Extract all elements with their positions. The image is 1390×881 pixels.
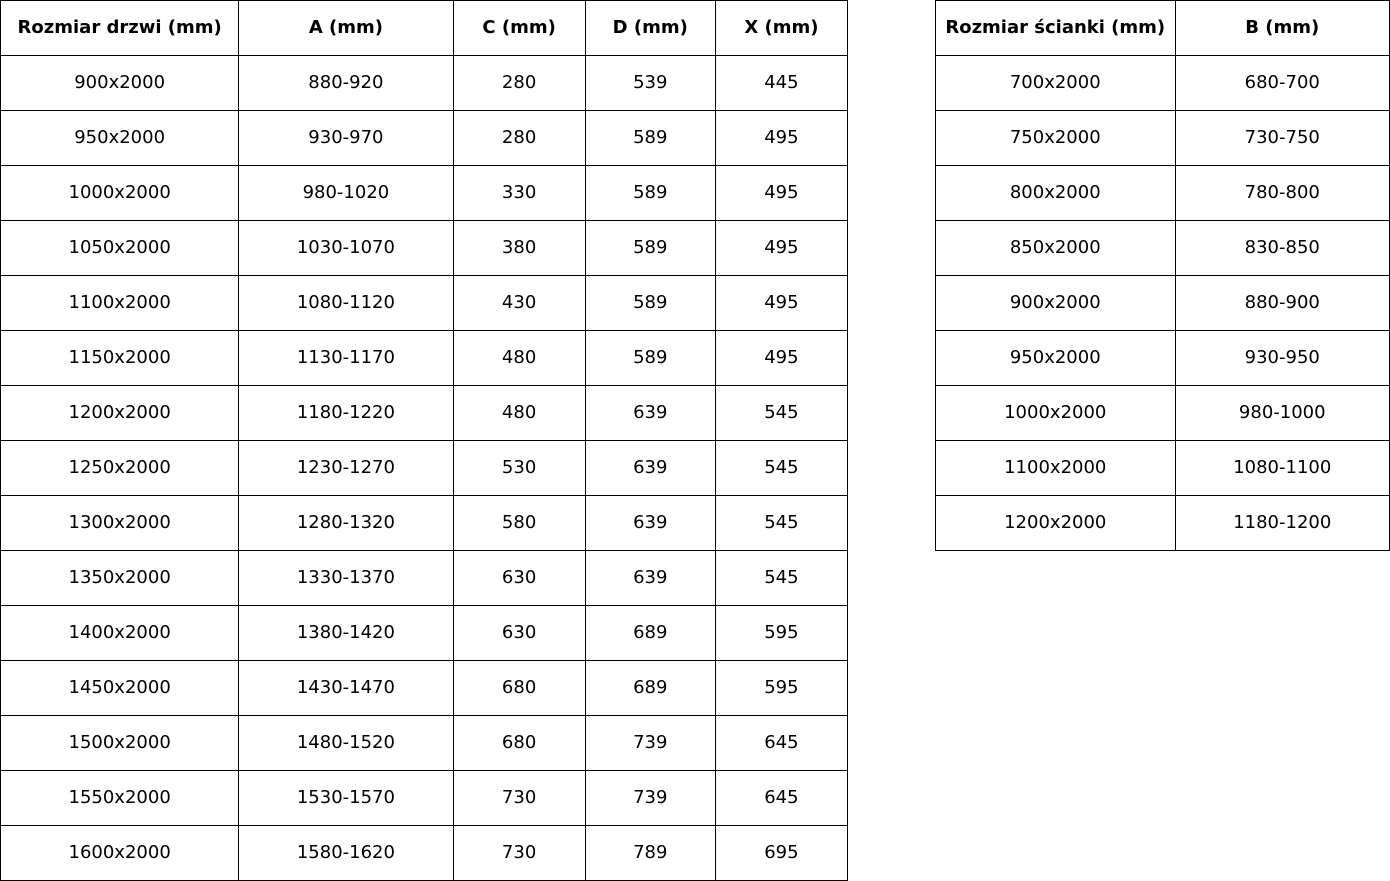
cell-a: 1330-1370 [239, 551, 453, 606]
table-row [1, 496, 848, 551]
cell-c: 480 [453, 331, 585, 386]
column-header-wall-size: Rozmiar ścianki (mm) [936, 1, 1176, 56]
table-row [1, 771, 848, 826]
cell-x: 645 [715, 716, 847, 771]
table-row [936, 166, 1390, 221]
cell-wall-size: 800x2000 [936, 166, 1176, 221]
cell-c: 330 [453, 166, 585, 221]
cell-wall-size: 950x2000 [936, 331, 1176, 386]
cell-door-size: 1400x2000 [1, 606, 239, 661]
cell-a: 1380-1420 [239, 606, 453, 661]
table-row [1, 331, 848, 386]
cell-d: 789 [585, 826, 715, 881]
cell-d: 539 [585, 56, 715, 111]
cell-d: 739 [585, 771, 715, 826]
doors-table-body [1, 56, 848, 881]
cell-door-size: 1100x2000 [1, 276, 239, 331]
cell-c: 580 [453, 496, 585, 551]
cell-d: 589 [585, 166, 715, 221]
wall-specification-table [935, 0, 1390, 551]
column-header-x: X (mm) [715, 1, 847, 56]
doors-table-header [1, 1, 848, 56]
cell-d: 639 [585, 551, 715, 606]
cell-c: 680 [453, 661, 585, 716]
cell-c: 430 [453, 276, 585, 331]
cell-door-size: 1200x2000 [1, 386, 239, 441]
cell-wall-size: 1000x2000 [936, 386, 1176, 441]
cell-a: 1080-1120 [239, 276, 453, 331]
cell-d: 589 [585, 276, 715, 331]
cell-c: 730 [453, 826, 585, 881]
table-row [1, 606, 848, 661]
table-row [1, 716, 848, 771]
cell-wall-size: 900x2000 [936, 276, 1176, 331]
cell-c: 280 [453, 111, 585, 166]
cell-b: 680-700 [1175, 56, 1389, 111]
cell-a: 1180-1220 [239, 386, 453, 441]
cell-b: 1180-1200 [1175, 496, 1389, 551]
cell-a: 930-970 [239, 111, 453, 166]
cell-x: 545 [715, 496, 847, 551]
cell-a: 1130-1170 [239, 331, 453, 386]
cell-wall-size: 700x2000 [936, 56, 1176, 111]
cell-a: 880-920 [239, 56, 453, 111]
cell-door-size: 900x2000 [1, 56, 239, 111]
cell-door-size: 950x2000 [1, 111, 239, 166]
table-row [1, 441, 848, 496]
cell-d: 639 [585, 496, 715, 551]
column-header-b: B (mm) [1175, 1, 1389, 56]
cell-b: 780-800 [1175, 166, 1389, 221]
table-row [936, 441, 1390, 496]
table-row [936, 276, 1390, 331]
cell-c: 530 [453, 441, 585, 496]
cell-d: 589 [585, 111, 715, 166]
cell-x: 495 [715, 166, 847, 221]
table-row [936, 496, 1390, 551]
table-row [1, 386, 848, 441]
cell-wall-size: 850x2000 [936, 221, 1176, 276]
table-row [1, 661, 848, 716]
cell-wall-size: 1200x2000 [936, 496, 1176, 551]
cell-x: 495 [715, 221, 847, 276]
cell-d: 689 [585, 606, 715, 661]
cell-door-size: 1050x2000 [1, 221, 239, 276]
table-row [936, 111, 1390, 166]
cell-b: 830-850 [1175, 221, 1389, 276]
cell-b: 730-750 [1175, 111, 1389, 166]
cell-a: 1430-1470 [239, 661, 453, 716]
cell-x: 445 [715, 56, 847, 111]
cell-a: 1530-1570 [239, 771, 453, 826]
cell-a: 1480-1520 [239, 716, 453, 771]
table-row [1, 221, 848, 276]
wall-table-header [936, 1, 1390, 56]
cell-d: 739 [585, 716, 715, 771]
cell-x: 495 [715, 331, 847, 386]
cell-a: 1580-1620 [239, 826, 453, 881]
column-header-door-size: Rozmiar drzwi (mm) [1, 1, 239, 56]
cell-c: 380 [453, 221, 585, 276]
table-row [1, 111, 848, 166]
column-header-d: D (mm) [585, 1, 715, 56]
cell-a: 1230-1270 [239, 441, 453, 496]
table-row [1, 551, 848, 606]
cell-b: 880-900 [1175, 276, 1389, 331]
cell-x: 545 [715, 441, 847, 496]
cell-x: 545 [715, 386, 847, 441]
cell-c: 280 [453, 56, 585, 111]
table-row [936, 56, 1390, 111]
cell-x: 595 [715, 606, 847, 661]
cell-d: 589 [585, 221, 715, 276]
cell-c: 630 [453, 551, 585, 606]
cell-door-size: 1300x2000 [1, 496, 239, 551]
cell-c: 630 [453, 606, 585, 661]
cell-wall-size: 750x2000 [936, 111, 1176, 166]
cell-x: 695 [715, 826, 847, 881]
cell-door-size: 1250x2000 [1, 441, 239, 496]
column-header-c: C (mm) [453, 1, 585, 56]
cell-c: 480 [453, 386, 585, 441]
cell-d: 639 [585, 441, 715, 496]
cell-b: 980-1000 [1175, 386, 1389, 441]
cell-b: 1080-1100 [1175, 441, 1389, 496]
cell-b: 930-950 [1175, 331, 1389, 386]
table-row [1, 276, 848, 331]
table-row [936, 331, 1390, 386]
cell-d: 689 [585, 661, 715, 716]
cell-door-size: 1500x2000 [1, 716, 239, 771]
cell-door-size: 1600x2000 [1, 826, 239, 881]
table-row [1, 56, 848, 111]
cell-x: 595 [715, 661, 847, 716]
table-row [936, 386, 1390, 441]
cell-a: 1030-1070 [239, 221, 453, 276]
cell-x: 645 [715, 771, 847, 826]
cell-wall-size: 1100x2000 [936, 441, 1176, 496]
cell-door-size: 1150x2000 [1, 331, 239, 386]
table-header-row [936, 1, 1390, 56]
cell-x: 545 [715, 551, 847, 606]
cell-door-size: 1550x2000 [1, 771, 239, 826]
cell-door-size: 1350x2000 [1, 551, 239, 606]
cell-x: 495 [715, 276, 847, 331]
cell-a: 1280-1320 [239, 496, 453, 551]
wall-table-body [936, 56, 1390, 551]
cell-d: 589 [585, 331, 715, 386]
cell-c: 730 [453, 771, 585, 826]
cell-door-size: 1450x2000 [1, 661, 239, 716]
cell-c: 680 [453, 716, 585, 771]
table-row [1, 166, 848, 221]
table-row [1, 826, 848, 881]
cell-d: 639 [585, 386, 715, 441]
table-row [936, 221, 1390, 276]
cell-door-size: 1000x2000 [1, 166, 239, 221]
cell-a: 980-1020 [239, 166, 453, 221]
cell-x: 495 [715, 111, 847, 166]
column-header-a: A (mm) [239, 1, 453, 56]
table-header-row [1, 1, 848, 56]
